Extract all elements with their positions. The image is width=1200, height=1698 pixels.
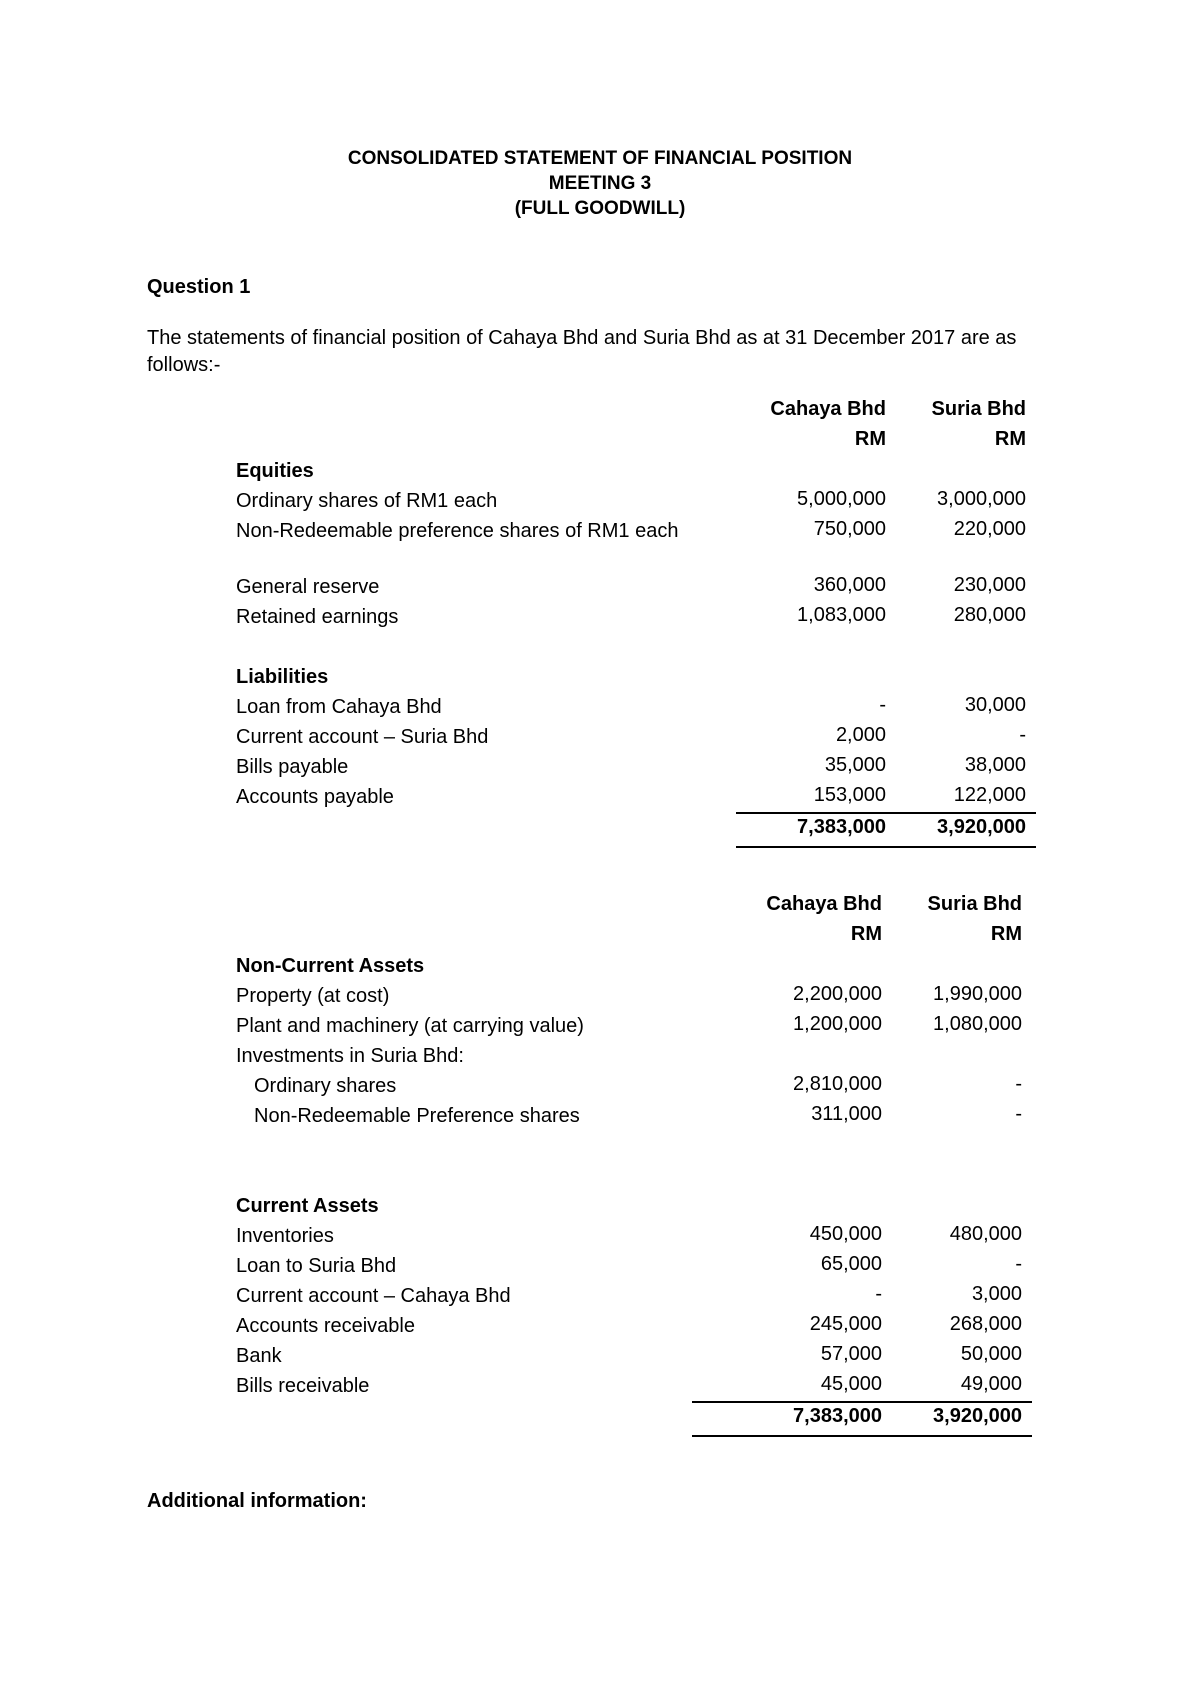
- cahaya-value: 450,000: [809, 1223, 882, 1245]
- col-header-cahaya: Cahaya Bhd: [766, 893, 882, 915]
- title-line-1: CONSOLIDATED STATEMENT OF FINANCIAL POSITION: [347, 148, 853, 169]
- col-unit-cahaya: RM: [854, 428, 886, 450]
- table1-total-row: [236, 812, 1036, 846]
- row-label: Bills receivable: [236, 1375, 370, 1397]
- row-label: Current account – Cahaya Bhd: [236, 1285, 511, 1307]
- cahaya-total: 7,383,000: [797, 816, 886, 838]
- equities-liabilities-table: [236, 396, 1036, 846]
- suria-value: 122,000: [953, 784, 1026, 806]
- table-row: [236, 722, 1036, 752]
- suria-value: 230,000: [953, 574, 1026, 596]
- row-label: Investments in Suria Bhd:: [236, 1045, 464, 1067]
- table-row: [236, 782, 1036, 812]
- row-label: Ordinary shares: [254, 1075, 397, 1097]
- cahaya-value: -: [875, 1283, 882, 1305]
- cahaya-value: 245,000: [809, 1313, 882, 1335]
- col-header-suria: Suria Bhd: [927, 893, 1022, 915]
- col-header-suria: Suria Bhd: [931, 398, 1026, 420]
- table-row: [236, 516, 1036, 572]
- cahaya-value: 360,000: [813, 574, 886, 596]
- section-heading-non-current-assets: [236, 951, 1036, 981]
- row-label: Current account – Suria Bhd: [236, 726, 489, 748]
- cahaya-total: 7,383,000: [793, 1405, 882, 1427]
- suria-value: 480,000: [949, 1223, 1022, 1245]
- table-row: [236, 1011, 1036, 1041]
- question-heading: Question 1: [147, 276, 251, 298]
- cahaya-value: 2,810,000: [793, 1073, 882, 1095]
- row-label: Bank: [236, 1345, 282, 1367]
- table-row: [236, 1281, 1036, 1311]
- table2-header-row: [236, 891, 1036, 921]
- col-unit-suria: RM: [994, 428, 1026, 450]
- section-label: Liabilities: [236, 666, 329, 688]
- suria-total: 3,920,000: [937, 816, 1026, 838]
- table-row: [236, 692, 1036, 722]
- table-row: [236, 1101, 1036, 1131]
- cahaya-value: 1,083,000: [797, 604, 886, 626]
- table-row: [236, 1221, 1036, 1251]
- assets-table: [236, 891, 1036, 1435]
- suria-value: 30,000: [964, 694, 1026, 716]
- suria-value: 3,000: [971, 1283, 1022, 1305]
- suria-value: 50,000: [960, 1343, 1022, 1365]
- cahaya-value: 153,000: [813, 784, 886, 806]
- suria-value: 268,000: [949, 1313, 1022, 1335]
- document-title: [0, 146, 1200, 221]
- suria-value: 49,000: [960, 1373, 1022, 1395]
- table2-total-row: [236, 1401, 1036, 1435]
- row-label: Plant and machinery (at carrying value): [236, 1015, 584, 1037]
- cahaya-value: 35,000: [824, 754, 886, 776]
- row-label: Loan from Cahaya Bhd: [236, 696, 442, 718]
- cahaya-value: 57,000: [820, 1343, 882, 1365]
- cahaya-value: 311,000: [811, 1103, 882, 1125]
- row-label: Ordinary shares of RM1 each: [236, 490, 498, 512]
- col-unit-cahaya: RM: [850, 923, 882, 945]
- table-row: [236, 1071, 1036, 1101]
- cahaya-value: 5,000,000: [797, 488, 886, 510]
- row-label: Non-Redeemable preference shares of RM1 each: [236, 520, 679, 542]
- section-label: Current Assets: [236, 1195, 379, 1217]
- cahaya-value: 1,200,000: [793, 1013, 882, 1035]
- spacer: [236, 632, 1036, 662]
- suria-value: 3,000,000: [937, 488, 1026, 510]
- section-heading-current-assets: [236, 1191, 1036, 1221]
- suria-value: 220,000: [953, 518, 1026, 540]
- suria-value: -: [1015, 1103, 1022, 1125]
- row-label: General reserve: [236, 576, 380, 598]
- section-heading-equities: [236, 456, 1036, 486]
- col-unit-suria: RM: [990, 923, 1022, 945]
- suria-value: 1,990,000: [933, 983, 1022, 1005]
- table-row: [236, 752, 1036, 782]
- row-label: Accounts payable: [236, 786, 394, 808]
- table2-unit-row: [236, 921, 1036, 951]
- table-row: [236, 1311, 1036, 1341]
- suria-value: 280,000: [953, 604, 1026, 626]
- row-label: Inventories: [236, 1225, 334, 1247]
- table-row: [236, 572, 1036, 602]
- row-label: Loan to Suria Bhd: [236, 1255, 397, 1277]
- cahaya-value: 2,000: [835, 724, 886, 746]
- suria-value: 38,000: [964, 754, 1026, 776]
- suria-total: 3,920,000: [933, 1405, 1022, 1427]
- suria-value: -: [1019, 724, 1026, 746]
- suria-value: 1,080,000: [933, 1013, 1022, 1035]
- section-label: Equities: [236, 460, 314, 482]
- title-line-2: MEETING 3: [548, 173, 652, 194]
- suria-value: -: [1015, 1073, 1022, 1095]
- table1-unit-row: [236, 426, 1036, 456]
- table-row: [236, 1341, 1036, 1371]
- section-heading-liabilities: [236, 662, 1036, 692]
- suria-value: -: [1015, 1253, 1022, 1275]
- cahaya-value: 45,000: [820, 1373, 882, 1395]
- section-label: Non-Current Assets: [236, 955, 425, 977]
- cahaya-value: -: [879, 694, 886, 716]
- table-row: [236, 486, 1036, 516]
- cahaya-value: 2,200,000: [793, 983, 882, 1005]
- row-label: Accounts receivable: [236, 1315, 415, 1337]
- table-row: [236, 1041, 1036, 1071]
- cahaya-value: 65,000: [820, 1253, 882, 1275]
- table-row: [236, 1371, 1036, 1401]
- table-row: [236, 981, 1036, 1011]
- table-row: [236, 602, 1036, 632]
- row-label: Bills payable: [236, 756, 349, 778]
- row-label: Property (at cost): [236, 985, 390, 1007]
- table-row: [236, 1251, 1036, 1281]
- row-label: Non-Redeemable Preference shares: [254, 1105, 580, 1127]
- spacer: [236, 1131, 1036, 1191]
- col-header-cahaya: Cahaya Bhd: [770, 398, 886, 420]
- cahaya-value: 750,000: [813, 518, 886, 540]
- table1-header-row: [236, 396, 1036, 426]
- additional-information-heading: Additional information:: [147, 1490, 367, 1512]
- title-line-3: (FULL GOODWILL): [514, 198, 686, 219]
- intro-paragraph: The statements of financial position of Cahaya Bhd and Suria Bhd as at 31 December 2017 are as follows:-: [147, 327, 1017, 376]
- row-label: Retained earnings: [236, 606, 399, 628]
